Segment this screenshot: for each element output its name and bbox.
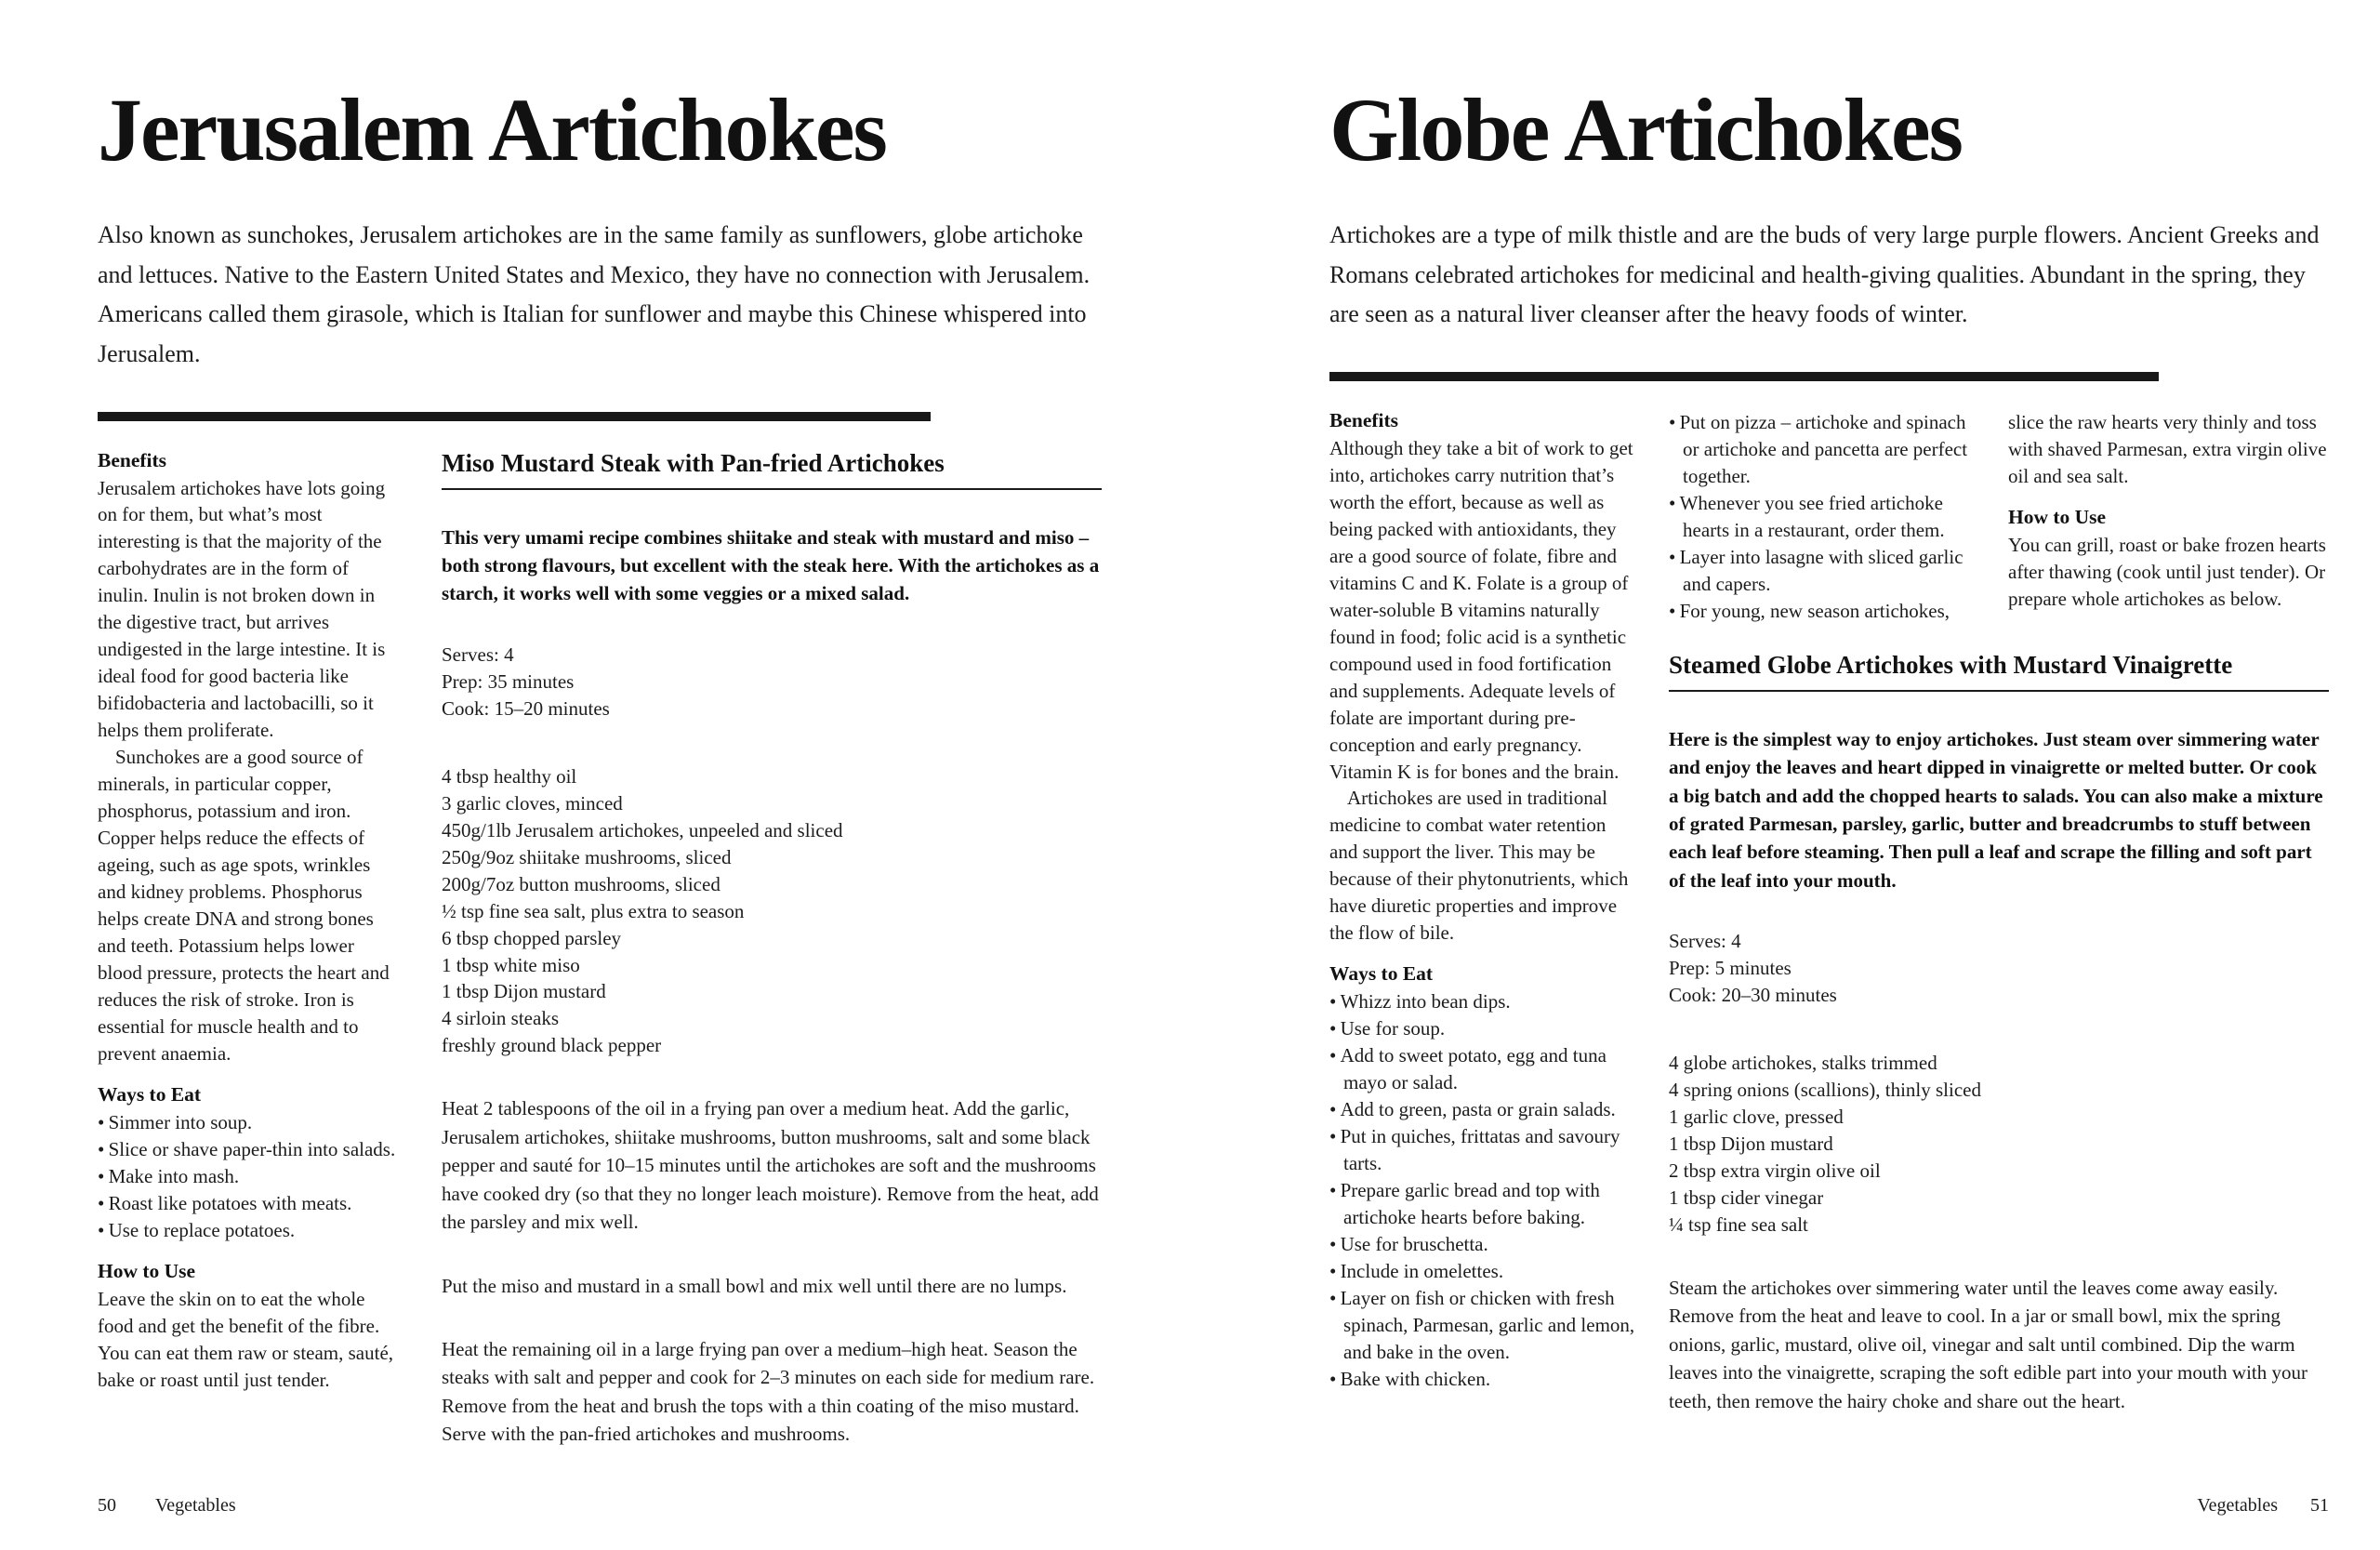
list-item: • Put on pizza – artichoke and spinach or artichoke and pancetta are perfect together.	[1669, 409, 1971, 490]
list-item: • Prepare garlic bread and top with artichoke hearts before baking.	[1329, 1177, 1636, 1231]
ingredient-line: 200g/7oz button mushrooms, sliced	[442, 872, 721, 895]
method-paragraph: Steam the artichokes over simmering water until the leaves come away easily. Remove from the heat and leave to cool. In a jar or small bowl, mix the spring onions, garlic, mustard, olive oil, vinegar and salt until combined. Dip the warm leaves into the vinaigrette, scraping the soft edible part into your mouth with your teeth, then remove the hairy choke and share out the heart.	[1669, 1276, 2308, 1412]
how-to-use-heading: How to Use	[98, 1259, 196, 1282]
ingredient-line: 4 spring onions (scallions), thinly sliced	[1669, 1079, 1981, 1102]
benefits-heading: Benefits	[98, 448, 167, 471]
ingredient-line: 4 tbsp healthy oil	[442, 764, 577, 788]
ingredient-line: 3 garlic cloves, minced	[442, 791, 623, 815]
method-steps	[1669, 1274, 2329, 1415]
benefits-paragraphs	[1329, 435, 1636, 947]
list-item: • Slice or shave paper-thin into salads.	[98, 1136, 400, 1163]
content-columns-right	[1329, 409, 2329, 1415]
recipe-meta-line: Cook: 20–30 minutes	[1669, 984, 1837, 1007]
page-number: 51	[2310, 1495, 2329, 1516]
ways-to-eat-column-2	[1669, 409, 1971, 625]
info-column-left	[98, 449, 400, 1449]
list-item: • Use to replace potatoes.	[98, 1217, 400, 1244]
recipe-intro: Here is the simplest way to enjoy artichokes. Just steam over simmering water and enjoy the leaves and heart dipped in vinaigrette or melted butter. Or cook a big batch and add the chopped hearts to salads. You can also make a mixture of grated Parmesan, parsley, garlic, butter and breadcrumbs to stuff between each leaf before steaming. Then pull a leaf and scrape the filling and soft part of the leaf into your mouth.	[1669, 727, 2323, 892]
list-item: • Simmer into soup.	[98, 1109, 400, 1136]
ingredient-line: ½ tsp fine sea salt, plus extra to season	[442, 899, 745, 922]
recipe-meta	[1669, 928, 2329, 1009]
list-item: • Bake with chicken.	[1329, 1366, 1636, 1393]
ingredient-line: freshly ground black pepper	[442, 1034, 662, 1057]
ways-to-eat-column-3	[2008, 409, 2329, 625]
intro-paragraph-right: Artichokes are a type of milk thistle and are the buds of very large purple flowers. Ancient Greeks and Romans celebrated artichokes for medicinal and health-giving qualities. Abundant in the spring, they are seen as a natural liver cleanser after the heavy foods of winter.	[1329, 221, 2320, 328]
how-to-use-text: Leave the skin on to eat the whole food and get the benefit of the fibre. You can eat them raw or steam, sauté, bake or roast until just tender.	[98, 1287, 394, 1391]
ingredient-line: 4 sirloin steaks	[442, 1007, 559, 1030]
recipe-column-right	[1669, 651, 2329, 1416]
method-steps	[442, 1094, 1102, 1448]
page-title-right: Globe Artichokes	[1329, 80, 1962, 179]
recipe-title: Steamed Globe Artichokes with Mustard Vinaigrette	[1669, 651, 2329, 692]
recipe-intro: This very umami recipe combines shiitake and steak with mustard and miso – both strong flavours, but excellent with the steak here. With the artichokes as a starch, it works well with some veggies or a mixed salad.	[442, 525, 1100, 605]
list-item: • For young, new season artichokes,	[1669, 598, 1971, 625]
ways-to-eat-list-col1	[1329, 988, 1636, 1393]
list-item: • Add to sweet potato, egg and tuna mayo or salad.	[1329, 1042, 1636, 1096]
method-paragraph: Heat the remaining oil in a large frying pan over a medium–high heat. Season the steaks with salt and pepper and cook for 2–3 minutes on each side for medium rare. Remove from the heat and brush the tops with a thin coating of the miso mustard. Serve with the pan-fried artichokes and mushrooms.	[442, 1338, 1095, 1446]
recipe-meta-line: Cook: 15–20 minutes	[442, 696, 610, 720]
page-number: 50	[98, 1495, 116, 1516]
how-to-use-text: You can grill, roast or bake frozen hearts after thawing (cook until just tender). Or prepare whole artichokes as below.	[2008, 533, 2326, 610]
benefits-paragraph: Although they take a bit of work to get into, artichokes carry nutrition that’s worth the effort, because as well as being packed with antioxidants, they are a good source of folate, fibre and vitamins C and K. Folate is a group of water-soluble B vitamins naturally found in food; folic acid is a synthetic compound used in food fortification and supplements. Adequate levels of folate are important during pre-conception and early pregnancy. Vitamin K is for bones and the brain.	[1329, 436, 1633, 783]
section-label: Vegetables	[155, 1495, 236, 1516]
ingredient-line: 1 garlic clove, pressed	[1669, 1106, 1844, 1129]
ways-continuation-row	[1669, 409, 2329, 625]
section-rule-left	[98, 412, 931, 421]
main-column-right	[1669, 409, 2329, 1415]
list-item: • Use for bruschetta.	[1329, 1231, 1636, 1258]
method-paragraph: Heat 2 tablespoons of the oil in a frying pan over a medium heat. Add the garlic, Jerusalem artichokes, shiitake mushrooms, button mushrooms, salt and some black pepper and sauté for 10–15 minutes until the artichokes are soft and the mushrooms have cooked dry (so that they no longer leach moisture). Remove from the heat, add the parsley and mix well.	[442, 1097, 1099, 1234]
ingredient-line: 4 globe artichokes, stalks trimmed	[1669, 1052, 1937, 1075]
page-footer-left	[98, 1495, 236, 1517]
benefits-paragraph: Jerusalem artichokes have lots going on for them, but what’s most interesting is that the majority of the carbohydrates are in the form of inulin. Inulin is not broken down in the digestive tract, but arrives undigested in the large intestine. It is ideal food for good bacteria like bifidobacteria and lactobacilli, so it helps them proliferate.	[98, 476, 386, 742]
list-item: • Use for soup.	[1329, 1015, 1636, 1042]
ingredient-line: 6 tbsp chopped parsley	[442, 926, 622, 949]
ways-to-eat-list	[98, 1109, 400, 1244]
ingredient-line: 250g/9oz shiitake mushrooms, sliced	[442, 845, 732, 868]
section-rule-right	[1329, 372, 2159, 381]
section-label: Vegetables	[2197, 1495, 2278, 1516]
ingredient-line: 1 tbsp Dijon mustard	[1669, 1133, 1833, 1156]
method-paragraph: Put the miso and mustard in a small bowl and mix well until there are no lumps.	[442, 1274, 1067, 1297]
recipe-column-left	[442, 449, 1102, 1449]
list-item: • Add to green, pasta or grain salads.	[1329, 1096, 1636, 1123]
ingredient-line: 1 tbsp white miso	[442, 953, 580, 976]
recipe-meta-line: Prep: 5 minutes	[1669, 957, 1792, 980]
recipe-meta-line: Serves: 4	[442, 643, 514, 666]
list-item: • Include in omelettes.	[1329, 1258, 1636, 1285]
ingredient-line: 450g/1lb Jerusalem artichokes, unpeeled and sliced	[442, 818, 843, 841]
list-item: • Put in quiches, frittatas and savoury tarts.	[1329, 1123, 1636, 1177]
page-right	[1190, 0, 2380, 1550]
benefits-paragraph: Sunchokes are a good source of minerals, in particular copper, phosphorus, potassium and iron. Copper helps reduce the effects of ageing, such as age spots, wrinkles and kidney problems. Phosphorus helps create DNA and strong bones and teeth. Potassium helps lower blood pressure, protects the heart and reduces the risk of stroke. Iron is essential for muscle health and to prevent anaemia.	[98, 746, 390, 1065]
recipe-title: Miso Mustard Steak with Pan-fried Artichokes	[442, 449, 1102, 490]
ingredient-line: 1 tbsp Dijon mustard	[442, 980, 606, 1003]
ingredient-line: 2 tbsp extra virgin olive oil	[1669, 1159, 1881, 1183]
list-item: • Layer into lasagne with sliced garlic and capers.	[1669, 544, 1971, 598]
list-item: • Roast like potatoes with meats.	[98, 1190, 400, 1217]
list-item: • Whenever you see fried artichoke hearts in a restaurant, order them.	[1669, 490, 1971, 544]
ingredient-line: ¼ tsp fine sea salt	[1669, 1212, 1808, 1236]
page-footer-right	[2197, 1495, 2329, 1517]
content-columns-left	[98, 449, 1102, 1449]
benefits-paragraph: Artichokes are used in traditional medicine to combat water retention and support the liver. This may be because of their phytonutrients, which have diuretic properties and improve the flow of bile.	[1329, 787, 1629, 945]
ways-to-eat-heading: Ways to Eat	[1329, 962, 1434, 986]
how-to-use-heading: How to Use	[2008, 505, 2107, 528]
intro-paragraph-left: Also known as sunchokes, Jerusalem artichokes are in the same family as sunflowers, globe artichoke and lettuces. Native to the Eastern United States and Mexico, they have no connection with Jerusalem. Americans called them girasole, which is Italian for sunflower and maybe this Chinese whispered into Jerusalem.	[98, 221, 1091, 367]
list-item: • Whizz into bean dips.	[1329, 988, 1636, 1015]
recipe-meta-line: Serves: 4	[1669, 930, 1741, 953]
list-item: • Make into mash.	[98, 1163, 400, 1190]
ways-to-eat-list-col2	[1669, 409, 1971, 625]
recipe-meta-line: Prep: 35 minutes	[442, 669, 575, 693]
recipe-meta	[442, 642, 1102, 722]
list-item: • Layer on fish or chicken with fresh spinach, Parmesan, garlic and lemon, and bake in the oven.	[1329, 1285, 1636, 1366]
benefits-heading: Benefits	[1329, 408, 1399, 431]
info-column-right	[1329, 409, 1636, 1415]
ingredient-line: 1 tbsp cider vinegar	[1669, 1186, 1824, 1209]
ways-continuation-text: slice the raw hearts very thinly and toss with shaved Parmesan, extra virgin olive oil and sea salt.	[2008, 410, 2327, 487]
page-title-left: Jerusalem Artichokes	[98, 80, 886, 179]
benefits-paragraphs	[98, 475, 400, 1067]
ingredients-list	[442, 763, 1102, 1060]
ways-to-eat-heading: Ways to Eat	[98, 1082, 202, 1106]
ingredients-list	[1669, 1050, 2329, 1239]
